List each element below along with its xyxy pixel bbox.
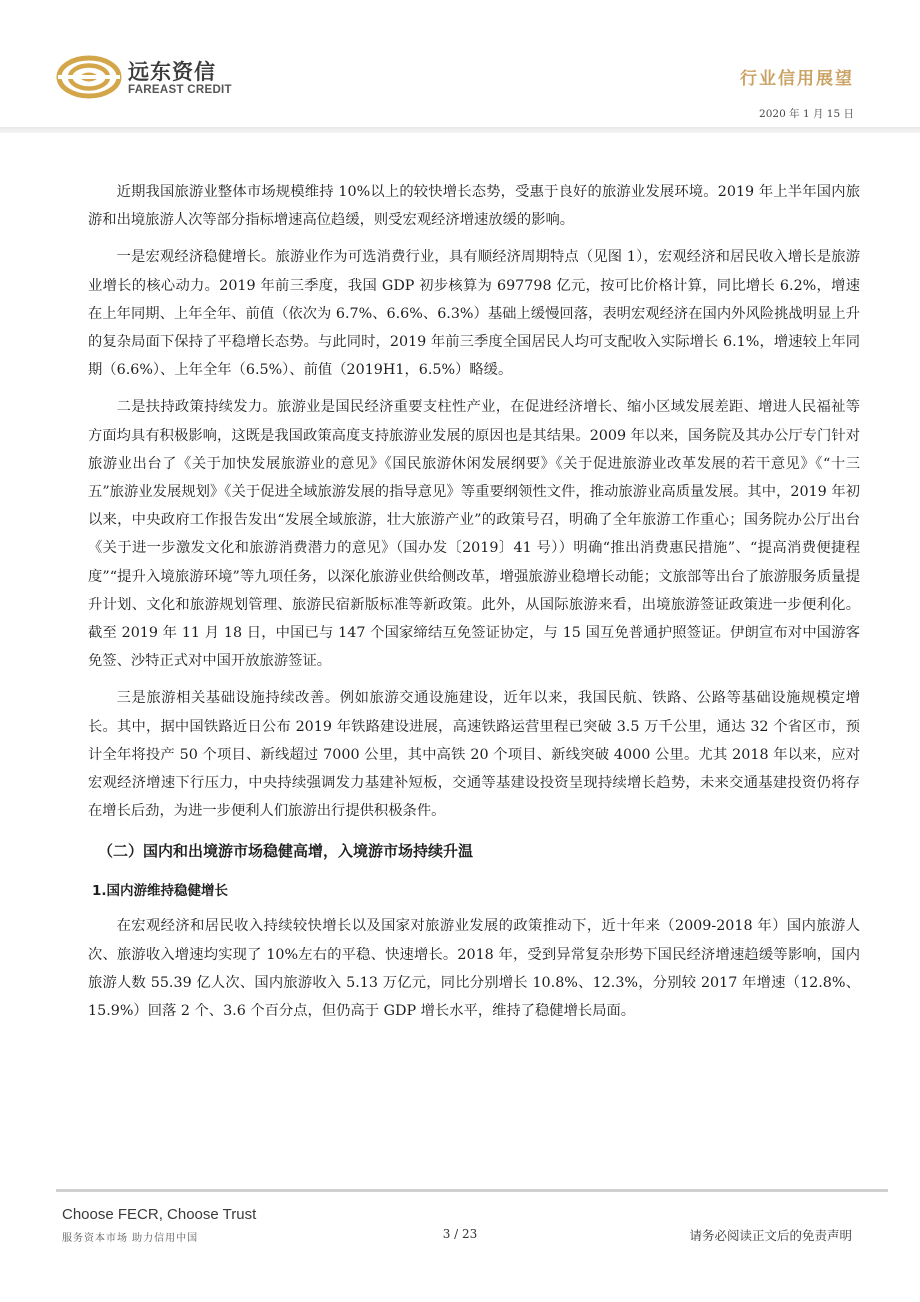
fareast-logo-icon bbox=[56, 52, 122, 102]
footer-disclaimer: 请务必阅读正文后的免责声明 bbox=[689, 1228, 852, 1243]
header-divider bbox=[0, 127, 920, 133]
footer-divider bbox=[56, 1189, 888, 1192]
paragraph-intro: 近期我国旅游业整体市场规模维持 10%以上的较快增长态势，受惠于良好的旅游业发展环境。2019 年上半年国内旅游和出境旅游人次等部分指标增速高位趋缓，则受宏观经济增速放缓的影响。 bbox=[88, 184, 860, 229]
footer-slogan: Choose FECR, Choose Trust bbox=[62, 1206, 257, 1223]
company-logo bbox=[56, 52, 236, 102]
logo-english-name: FAREAST CREDIT bbox=[128, 84, 232, 96]
section-heading: （二）国内和出境游市场稳健高增，入境游市场持续升温 bbox=[98, 842, 474, 861]
subsection-heading: 1.国内游维持稳健增长 bbox=[92, 883, 229, 900]
report-date: 2020 年 1 月 15 日 bbox=[759, 108, 854, 120]
paragraph-domestic-tourism: 在宏观经济和居民收入持续较快增长以及国家对旅游业发展的政策推动下，近十年来（2009-2018 年）国内旅游人次、旅游收入增速均实现了 10%左右的平稳、快速增长。2018 年，受到异常复杂形势下国民经济增速趋缓等影响，国内旅游人数 55.39 亿人次、国内旅游收入 5.13 万亿元，同比分别增长 10.8%、12.3%，分别较 2017 年增速（12.8%、15.9%）回落 2 个、3.6 个百分点，但仍高于 GDP 增长水平，维持了稳健增长局面。 bbox=[88, 918, 860, 1020]
paragraph-policy-support: 二是扶持政策持续发力。旅游业是国民经济重要支柱性产业，在促进经济增长、缩小区域发展差距、增进人民福祉等方面均具有积极影响，这既是我国政策高度支持旅游业发展的原因也是其结果。2009 年以来，国务院及其办公厅专门针对旅游业出台了《关于加快发展旅游业的意见》《国民旅游休闲发展纲要》《关于促进旅游业改革发展的若干意见》《“十三五”旅游业发展规划》《关于促进全域旅游发展的指导意见》等重要纲领性文件，推动旅游业高质量发展。其中，2019 年初以来，中央政府工作报告发出“发展全域旅游，壮大旅游产业”的政策号召，明确了全年旅游工作重心；国务院办公厅出台《关于进一步激发文化和旅游消费潜力的意见》（国办发〔2019〕41 号））明确“推出消费惠民措施”、“提高消费便捷程度”“提升入境旅游环境”等九项任务，以深化旅游业供给侧改革，增强旅游业稳增长动能；文旅部等出台了旅游服务质量提升计划、文化和旅游规划管理、旅游民宿新版标准等新政策。此外，从国际旅游来看，出境旅游签证政策进一步便利化。截至 2019 年 11 月 18 日，中国已与 147 个国家缔结互免签证协定，与 15 国互免普通护照签证。伊朗宣布对中国游客免签、沙特正式对中国开放旅游签证。 bbox=[88, 399, 860, 670]
page-number: 3 / 23 bbox=[442, 1227, 478, 1241]
document-body bbox=[88, 178, 860, 1034]
paragraph-infrastructure: 三是旅游相关基础设施持续改善。例如旅游交通设施建设，近年以来，我国民航、铁路、公路等基础设施规模定增长。其中，据中国铁路近日公布 2019 年铁路建设进展，高速铁路运营里程已突破 3.5 万千公里，通达 32 个省区市，预计全年将投产 50 个项目、新线超过 7000 公里，其中高铁 20 个项目、新线突破 4000 公里。尤其 2018 年以来，应对宏观经济增速下行压力，中央持续强调发力基建补短板，交通等基建设投资呈现持续增长趋势，未来交通基建投资仍将存在增长后劲，为进一步便利人们旅游出行提供积极条件。 bbox=[88, 690, 860, 820]
page-header bbox=[0, 0, 920, 135]
report-type-label: 行业信用展望 bbox=[740, 69, 854, 89]
paragraph-macro-economy: 一是宏观经济稳健增长。旅游业作为可选消费行业，具有顺经济周期特点（见图 1），宏观经济和居民收入增长是旅游业增长的核心动力。2019 年前三季度，我国 GDP 初步核算为 697798 亿元，按可比价格计算，同比增长 6.2%，增速在上年同期、上年全年、前值（依次为 6.7%、6.6%、6.3%）基础上缓慢回落，表明宏观经济在国内外风险挑战明显上升的复杂局面下保持了平稳增长态势。与此同时，2019 年前三季度全国居民人均可支配收入实际增长 6.1%，增速较上年同期（6.6%）、上年全年（6.5%）、前值（2019H1，6.5%）略缓。 bbox=[88, 249, 860, 379]
logo-chinese-name: 远东资信 bbox=[128, 60, 216, 84]
footer-slogan-sub: 服务资本市场 助力信用中国 bbox=[62, 1233, 199, 1244]
